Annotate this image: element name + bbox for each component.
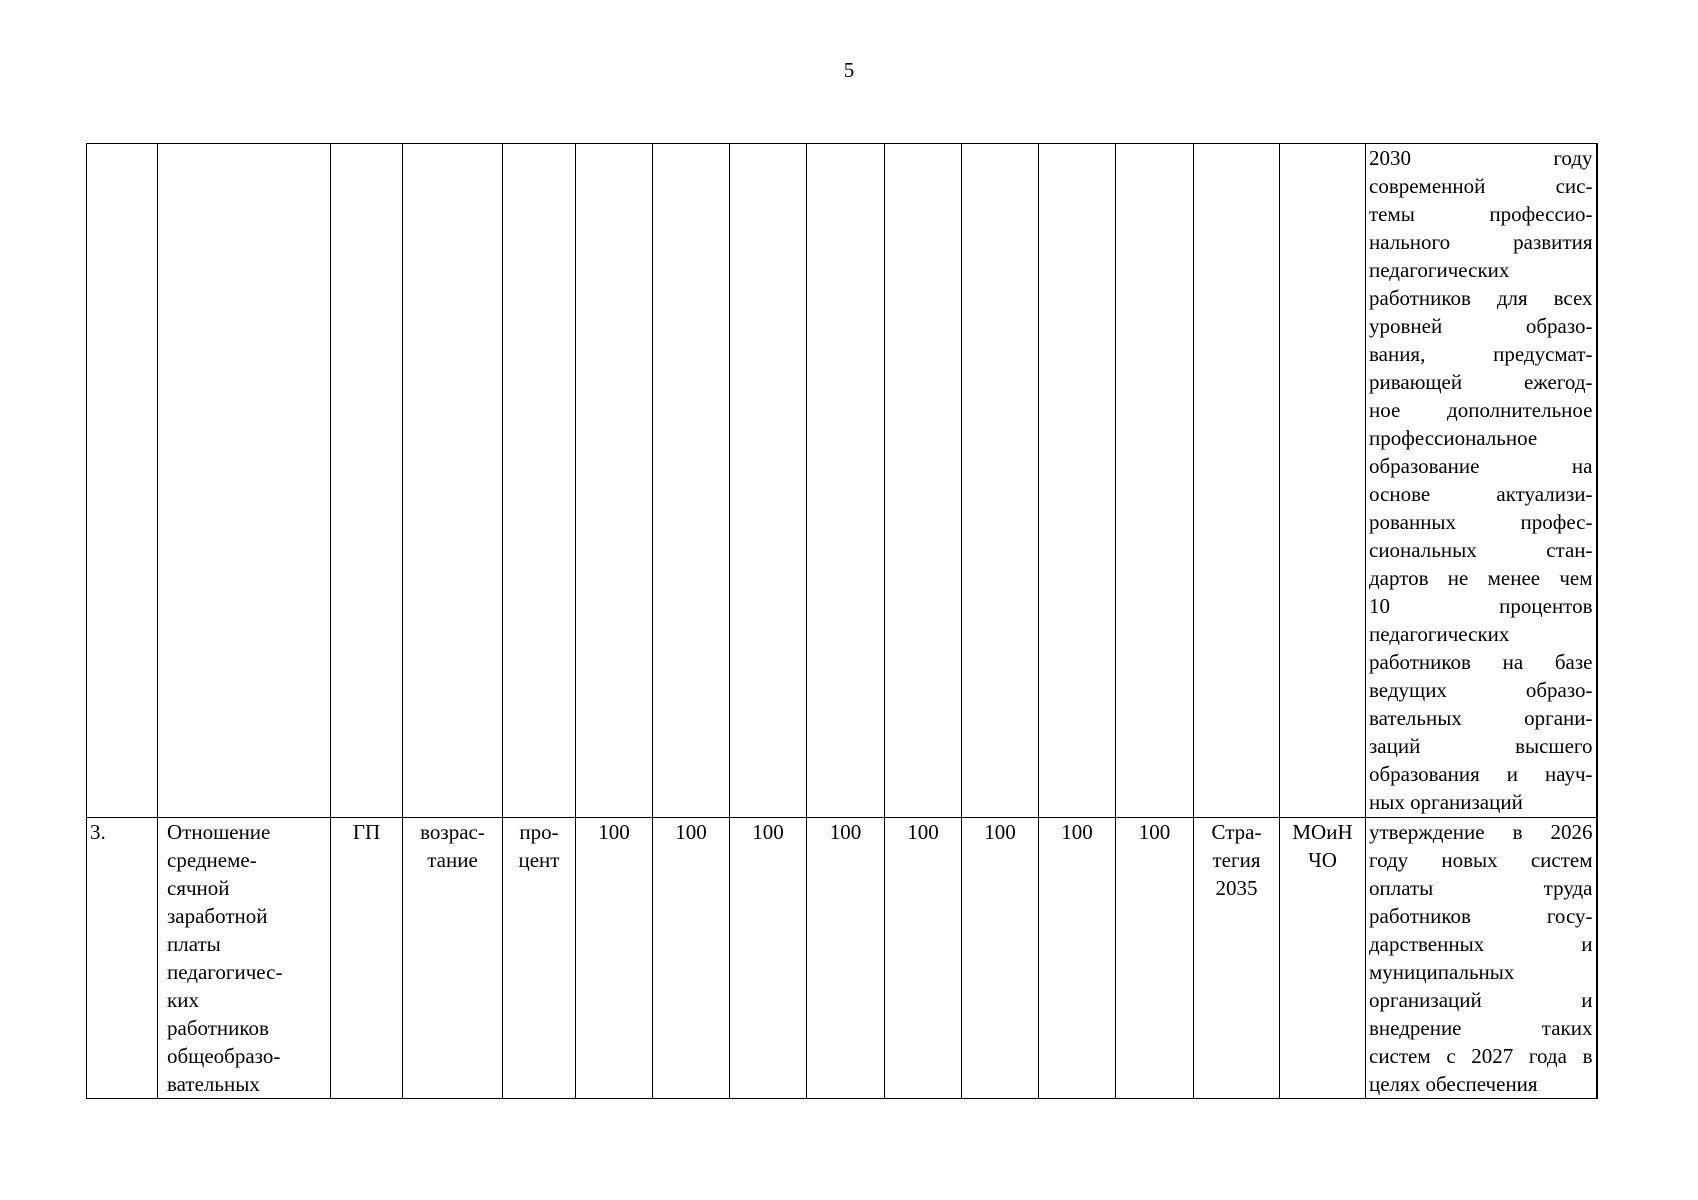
text-line: заработной xyxy=(167,904,268,928)
cell-empty xyxy=(331,144,403,818)
cell-empty xyxy=(1194,144,1280,818)
text-line: образования и науч- xyxy=(1369,762,1593,786)
text-line: тание xyxy=(427,848,478,872)
text-line: вания, предусмат- xyxy=(1369,342,1593,366)
cell-indicator-name xyxy=(158,818,331,1099)
cell-value: 100 xyxy=(1039,818,1116,1099)
text-line: 10 процентов xyxy=(1369,594,1593,618)
text-line: работников на базе xyxy=(1369,650,1593,674)
cell-value: 100 xyxy=(653,818,730,1099)
text-line: педагогичес- xyxy=(167,960,283,984)
text-line: образование на xyxy=(1369,454,1593,478)
text-line: темы профессио- xyxy=(1369,202,1593,226)
text-line: профессиональное xyxy=(1369,426,1538,450)
cell-trend xyxy=(403,818,503,1099)
cell-value: 100 xyxy=(576,818,653,1099)
text-line: среднеме- xyxy=(167,848,257,872)
text-line: нального развития xyxy=(1369,230,1593,254)
text-line: дартов не менее чем xyxy=(1369,566,1593,590)
text-line: основе актуализи- xyxy=(1369,482,1593,506)
text-line: работников xyxy=(167,1016,269,1040)
text-line: рованных профес- xyxy=(1369,510,1593,534)
text-line: утверждение в 2026 xyxy=(1369,820,1593,844)
text-line: МОиН xyxy=(1292,820,1353,844)
text-line: заций высшего xyxy=(1369,734,1593,758)
text-line: педагогических xyxy=(1369,622,1510,646)
cell-empty xyxy=(962,144,1039,818)
table-row-indicator-3 xyxy=(87,818,1597,1099)
text-line: ведущих образо- xyxy=(1369,678,1593,702)
cell-empty xyxy=(730,144,807,818)
text-line: организаций и xyxy=(1369,988,1593,1012)
text-line: платы xyxy=(167,932,221,956)
cell-responsible xyxy=(1280,818,1366,1099)
text-line: дарственных и xyxy=(1369,932,1593,956)
text-line: уровней образо- xyxy=(1369,314,1593,338)
text-line: про- xyxy=(519,820,559,844)
text-line: ных организаций xyxy=(1369,790,1523,814)
cell-unit xyxy=(503,818,576,1099)
text-line: ривающей ежегод- xyxy=(1369,370,1593,394)
cell-row-number: 3. xyxy=(87,818,158,1099)
cell-source-document xyxy=(1194,818,1280,1099)
cell-empty xyxy=(503,144,576,818)
text-line: Отношение xyxy=(167,820,271,844)
text-line: внедрение таких xyxy=(1369,1016,1593,1040)
cell-empty xyxy=(403,144,503,818)
text-line: вательных органи- xyxy=(1369,706,1593,730)
text-line: работников для всех xyxy=(1369,286,1593,310)
text-line: систем с 2027 года в xyxy=(1369,1044,1593,1068)
text-line: муниципальных xyxy=(1369,960,1515,984)
table-row-continuation xyxy=(87,144,1597,818)
cell-value: 100 xyxy=(885,818,962,1099)
cell-empty xyxy=(1039,144,1116,818)
cell-empty xyxy=(576,144,653,818)
cell-measures xyxy=(1366,818,1597,1099)
cell-empty xyxy=(807,144,885,818)
cell-empty xyxy=(158,144,331,818)
text-line: ких xyxy=(167,988,199,1012)
cell-measures-continuation xyxy=(1366,144,1597,818)
text-line: сиональных стан- xyxy=(1369,538,1593,562)
text-line: современной сис- xyxy=(1369,174,1593,198)
text-line: сячной xyxy=(167,876,230,900)
text-line: вательных xyxy=(167,1072,260,1096)
text-line: возрас- xyxy=(420,820,485,844)
text-line: работников госу- xyxy=(1369,904,1593,928)
text-line: педагогических xyxy=(1369,258,1510,282)
cell-level: ГП xyxy=(331,818,403,1099)
cell-value: 100 xyxy=(807,818,885,1099)
cell-value: 100 xyxy=(730,818,807,1099)
text-line: общеобразо- xyxy=(167,1044,281,1068)
cell-value: 100 xyxy=(1116,818,1194,1099)
cell-empty xyxy=(1280,144,1366,818)
text-line: году новых систем xyxy=(1369,848,1593,872)
indicators-table xyxy=(86,143,1598,1099)
cell-empty xyxy=(653,144,730,818)
text-line: тегия xyxy=(1212,848,1261,872)
text-line: 2035 xyxy=(1215,876,1258,900)
text-line: оплаты труда xyxy=(1369,876,1593,900)
text-line: ное дополнительное xyxy=(1369,398,1593,422)
text-line: ЧО xyxy=(1308,848,1337,872)
cell-empty xyxy=(1116,144,1194,818)
cell-empty xyxy=(87,144,158,818)
text-line: 2030 году xyxy=(1369,146,1593,170)
text-line: Стра- xyxy=(1211,820,1262,844)
text-line: цент xyxy=(518,848,560,872)
cell-empty xyxy=(885,144,962,818)
page-number: 5 xyxy=(843,58,855,82)
cell-value: 100 xyxy=(962,818,1039,1099)
text-line: целях обеспечения xyxy=(1369,1072,1538,1096)
